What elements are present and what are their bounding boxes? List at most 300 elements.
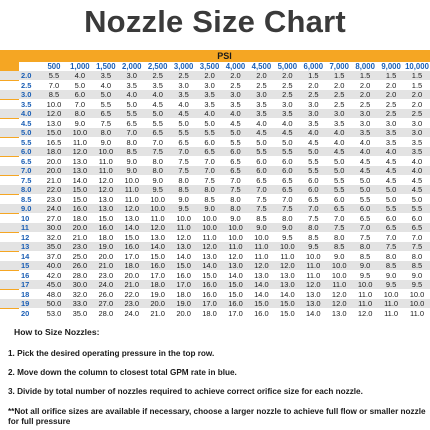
table-cell: 17.0 bbox=[176, 280, 191, 289]
table-cell: 8.0 bbox=[385, 251, 397, 261]
table-cell: 23.0 bbox=[98, 270, 114, 280]
table-cell: 8.0 bbox=[204, 185, 215, 194]
table-cell: 11.0 bbox=[410, 308, 425, 318]
table-cell: 14.0 bbox=[124, 223, 140, 232]
table-cell: 12.0 bbox=[331, 289, 347, 299]
table-cell: 8.5 bbox=[256, 213, 267, 223]
table-cell: 8.5 bbox=[204, 194, 215, 204]
table-cell: 15.0 bbox=[150, 251, 165, 261]
table-cell: 3.5 bbox=[411, 137, 423, 147]
table-cell: 11.0 bbox=[176, 223, 191, 232]
table-cell: 15.0 bbox=[176, 261, 191, 270]
table-cell: 7.5 bbox=[100, 118, 112, 128]
table-cell: 7.5 bbox=[178, 156, 189, 166]
table-cell: 8.0 bbox=[178, 175, 189, 185]
table-cell: 4.5 bbox=[230, 118, 241, 128]
table-cell: 40.0 bbox=[46, 261, 62, 270]
table-cell: 4.5 bbox=[385, 156, 397, 166]
table-cell: 10.0 bbox=[176, 213, 191, 223]
table-cell: 6.0 bbox=[308, 175, 319, 185]
table-cell: 2.5 bbox=[152, 71, 163, 80]
table-cell: 9.0 bbox=[126, 156, 137, 166]
table-cell: 9.5 bbox=[359, 270, 371, 280]
table-cell: 5.0 bbox=[100, 90, 112, 99]
table-cell: 28.0 bbox=[72, 270, 88, 280]
gpm-row-header: 9.0 bbox=[21, 204, 32, 213]
table-cell: 21.0 bbox=[150, 308, 165, 318]
table-cell: 13.0 bbox=[280, 270, 295, 280]
table-cell: 14.0 bbox=[72, 175, 88, 185]
table-cell: 3.5 bbox=[411, 147, 423, 156]
table-cell: 5.5 bbox=[282, 147, 293, 156]
table-cell: 9.0 bbox=[359, 261, 371, 270]
table-cell: 4.5 bbox=[152, 99, 163, 109]
table-cell: 11.0 bbox=[384, 308, 399, 318]
table-cell: 2.5 bbox=[178, 71, 189, 80]
table-cell: 2.5 bbox=[411, 109, 423, 118]
gpm-row-header: 5.0 bbox=[21, 128, 32, 137]
table-cell: 3.5 bbox=[256, 109, 267, 118]
gpm-row-header: 17 bbox=[21, 280, 30, 289]
table-cell: 8.0 bbox=[230, 204, 241, 213]
table-cell: 15.0 bbox=[254, 299, 269, 308]
table-cell: 27.0 bbox=[98, 299, 114, 308]
table-cell: 15.0 bbox=[228, 289, 243, 299]
table-row bbox=[0, 261, 430, 270]
table-cell: 6.0 bbox=[256, 166, 267, 175]
table-cell: 11.0 bbox=[254, 251, 269, 261]
table-cell: 10.0 bbox=[46, 99, 62, 109]
table-cell: 8.0 bbox=[411, 251, 423, 261]
gpm-row-header: 19 bbox=[21, 299, 30, 308]
table-cell: 7.5 bbox=[256, 194, 267, 204]
table-cell: 7.5 bbox=[230, 185, 241, 194]
table-cell: 1.5 bbox=[334, 71, 345, 80]
table-row bbox=[0, 100, 430, 109]
table-cell: 2.0 bbox=[282, 71, 293, 80]
table-cell: 3.5 bbox=[256, 99, 267, 109]
table-cell: 6.0 bbox=[359, 204, 371, 213]
table-row bbox=[0, 119, 430, 128]
table-cell: 15.0 bbox=[124, 232, 140, 242]
table-cell: 13.0 bbox=[254, 270, 269, 280]
table-cell: 6.5 bbox=[411, 223, 423, 232]
table-cell: 9.5 bbox=[385, 280, 397, 289]
table-cell: 7.0 bbox=[126, 128, 137, 137]
table-cell: 24.0 bbox=[46, 204, 62, 213]
table-cell: 7.0 bbox=[178, 147, 189, 156]
table-row bbox=[0, 128, 430, 137]
table-row bbox=[0, 233, 430, 242]
table-cell: 7.0 bbox=[256, 185, 267, 194]
table-cell: 9.0 bbox=[178, 194, 189, 204]
psi-column-header: 10,000 bbox=[405, 62, 429, 71]
table-cell: 14.0 bbox=[254, 280, 269, 289]
psi-column-header: 9,000 bbox=[381, 62, 401, 71]
table-cell: 7.0 bbox=[411, 232, 423, 242]
table-cell: 7.0 bbox=[152, 137, 163, 147]
table-cell: 8.5 bbox=[334, 242, 345, 251]
table-cell: 4.5 bbox=[334, 147, 345, 156]
table-cell: 3.5 bbox=[178, 90, 189, 99]
table-cell: 5.5 bbox=[334, 175, 345, 185]
table-cell: 3.5 bbox=[385, 137, 397, 147]
table-cell: 11.0 bbox=[254, 242, 269, 251]
table-cell: 8.0 bbox=[282, 213, 293, 223]
table-row bbox=[0, 81, 430, 90]
table-cell: 24.0 bbox=[124, 308, 140, 318]
table-cell: 11.0 bbox=[358, 299, 373, 308]
table-cell: 7.5 bbox=[359, 232, 371, 242]
table-cell: 4.5 bbox=[178, 109, 189, 118]
table-row bbox=[0, 71, 430, 80]
table-cell: 10.0 bbox=[72, 128, 88, 137]
gpm-row-header: 8.0 bbox=[21, 185, 32, 194]
table-cell: 7.5 bbox=[308, 213, 319, 223]
table-cell: 2.0 bbox=[204, 71, 215, 80]
table-cell: 4.0 bbox=[126, 90, 137, 99]
table-cell: 4.0 bbox=[74, 71, 86, 80]
table-cell: 13.0 bbox=[150, 232, 165, 242]
table-cell: 2.5 bbox=[282, 80, 293, 90]
gpm-row-header: 5.5 bbox=[21, 137, 32, 147]
table-cell: 3.5 bbox=[152, 80, 163, 90]
table-cell: 18.0 bbox=[98, 232, 114, 242]
table-cell: 3.0 bbox=[359, 109, 371, 118]
table-cell: 21.0 bbox=[72, 232, 88, 242]
table-cell: 18.0 bbox=[176, 289, 191, 299]
table-cell: 8.0 bbox=[152, 166, 163, 175]
table-cell: 21.0 bbox=[98, 261, 114, 270]
table-cell: 12.0 bbox=[280, 261, 295, 270]
table-cell: 9.5 bbox=[178, 204, 189, 213]
table-cell: 5.5 bbox=[126, 109, 137, 118]
table-cell: 24.0 bbox=[98, 280, 114, 289]
table-cell: 18.0 bbox=[202, 308, 217, 318]
table-cell: 20.0 bbox=[46, 166, 62, 175]
table-cell: 12.0 bbox=[176, 232, 191, 242]
table-cell: 6.0 bbox=[74, 90, 86, 99]
table-cell: 6.5 bbox=[256, 175, 267, 185]
table-cell: 14.0 bbox=[176, 251, 191, 261]
table-cell: 11.0 bbox=[384, 299, 399, 308]
table-cell: 13.0 bbox=[72, 166, 88, 175]
table-cell: 6.5 bbox=[308, 194, 319, 204]
table-cell: 2.5 bbox=[256, 80, 267, 90]
table-cell: 7.5 bbox=[334, 223, 345, 232]
table-cell: 15.0 bbox=[280, 308, 295, 318]
table-cell: 7.0 bbox=[385, 232, 397, 242]
table-cell: 4.0 bbox=[334, 137, 345, 147]
table-cell: 8.0 bbox=[334, 232, 345, 242]
table-cell: 4.0 bbox=[359, 137, 371, 147]
table-cell: 4.0 bbox=[178, 99, 189, 109]
table-cell: 15.0 bbox=[72, 185, 88, 194]
table-cell: 5.0 bbox=[385, 185, 397, 194]
table-cell: 16.0 bbox=[202, 289, 217, 299]
table-cell: 7.0 bbox=[204, 156, 215, 166]
table-cell: 5.5 bbox=[230, 137, 241, 147]
table-cell: 7.0 bbox=[204, 166, 215, 175]
table-cell: 8.0 bbox=[359, 242, 371, 251]
table-cell: 16.0 bbox=[176, 270, 191, 280]
table-cell: 3.0 bbox=[308, 99, 319, 109]
table-cell: 13.0 bbox=[305, 289, 321, 299]
table-cell: 9.0 bbox=[204, 204, 215, 213]
table-cell: 3.5 bbox=[282, 109, 293, 118]
table-row bbox=[0, 204, 430, 213]
table-cell: 7.0 bbox=[308, 204, 319, 213]
table-cell: 8.0 bbox=[100, 128, 112, 137]
psi-column-header: 4,500 bbox=[251, 62, 272, 71]
table-cell: 11.0 bbox=[72, 137, 87, 147]
table-cell: 10.0 bbox=[305, 251, 321, 261]
table-cell: 1.5 bbox=[308, 71, 319, 80]
table-cell: 19.0 bbox=[98, 242, 114, 251]
table-cell: 11.0 bbox=[150, 213, 165, 223]
table-cell: 8.0 bbox=[230, 194, 241, 204]
table-cell: 4.5 bbox=[411, 185, 423, 194]
table-cell: 26.0 bbox=[72, 261, 88, 270]
table-cell: 50.0 bbox=[46, 299, 62, 308]
table-cell: 10.0 bbox=[150, 204, 165, 213]
table-cell: 8.0 bbox=[126, 137, 137, 147]
table-cell: 14.0 bbox=[305, 308, 321, 318]
table-cell: 15.0 bbox=[280, 299, 295, 308]
table-cell: 20.0 bbox=[46, 156, 62, 166]
table-cell: 6.5 bbox=[282, 175, 293, 185]
table-cell: 9.0 bbox=[334, 251, 345, 261]
gpm-row-header: 11 bbox=[21, 223, 29, 232]
gpm-row-header: 2.5 bbox=[21, 80, 32, 90]
table-cell: 6.5 bbox=[178, 137, 189, 147]
gpm-row-header: 4.0 bbox=[21, 109, 32, 118]
gpm-row-header: 13 bbox=[21, 242, 30, 251]
table-cell: 9.0 bbox=[230, 213, 241, 223]
table-cell: 6.0 bbox=[411, 213, 423, 223]
table-cell: 11.0 bbox=[228, 242, 243, 251]
psi-column-header: 3,000 bbox=[173, 62, 194, 71]
table-cell: 35.0 bbox=[72, 308, 88, 318]
table-cell: 2.5 bbox=[334, 90, 345, 99]
table-cell: 8.5 bbox=[411, 261, 423, 270]
table-cell: 10.0 bbox=[228, 223, 243, 232]
table-cell: 5.5 bbox=[100, 99, 112, 109]
table-cell: 10.0 bbox=[331, 270, 347, 280]
table-cell: 1.5 bbox=[411, 80, 423, 90]
table-row bbox=[0, 185, 430, 194]
table-cell: 2.5 bbox=[282, 90, 293, 99]
table-cell: 45.0 bbox=[46, 280, 62, 289]
table-cell: 4.0 bbox=[256, 118, 267, 128]
table-cell: 2.0 bbox=[334, 80, 345, 90]
table-cell: 21.0 bbox=[124, 280, 140, 289]
table-row bbox=[0, 252, 430, 261]
table-cell: 9.5 bbox=[282, 232, 293, 242]
table-cell: 32.0 bbox=[72, 289, 88, 299]
table-cell: 5.5 bbox=[359, 194, 371, 204]
table-cell: 8.0 bbox=[74, 109, 86, 118]
table-cell: 13.0 bbox=[228, 261, 243, 270]
table-cell: 30.0 bbox=[46, 223, 62, 232]
psi-column-header: 500 bbox=[47, 62, 61, 71]
table-row bbox=[0, 109, 430, 118]
table-cell: 20.0 bbox=[176, 308, 191, 318]
table-cell: 13.0 bbox=[98, 194, 114, 204]
table-cell: 10.0 bbox=[254, 232, 269, 242]
table-cell: 5.0 bbox=[385, 194, 397, 204]
table-cell: 2.0 bbox=[385, 90, 397, 99]
psi-column-header: 3,500 bbox=[199, 62, 220, 71]
table-cell: 3.5 bbox=[230, 99, 241, 109]
table-cell: 9.0 bbox=[385, 270, 397, 280]
table-cell: 3.0 bbox=[204, 80, 215, 90]
table-cell: 17.0 bbox=[150, 270, 165, 280]
table-cell: 6.5 bbox=[204, 147, 215, 156]
table-cell: 30.0 bbox=[72, 280, 88, 289]
table-cell: 4.5 bbox=[359, 156, 371, 166]
table-cell: 33.0 bbox=[72, 299, 88, 308]
table-cell: 7.0 bbox=[230, 175, 241, 185]
table-cell: 2.5 bbox=[385, 109, 397, 118]
gpm-row-header: 18 bbox=[21, 289, 30, 299]
psi-column-header: 1,000 bbox=[70, 62, 90, 71]
psi-column-header: 5,000 bbox=[277, 62, 298, 71]
table-cell: 11.0 bbox=[306, 270, 321, 280]
table-cell: 22.0 bbox=[46, 185, 62, 194]
table-cell: 7.5 bbox=[385, 242, 397, 251]
table-cell: 6.0 bbox=[282, 166, 293, 175]
table-cell: 7.5 bbox=[178, 166, 189, 175]
table-cell: 16.0 bbox=[228, 299, 243, 308]
gpm-row-header: 10 bbox=[21, 213, 30, 223]
table-cell: 12.0 bbox=[254, 261, 269, 270]
table-cell: 3.0 bbox=[385, 118, 397, 128]
table-cell: 4.5 bbox=[359, 166, 371, 175]
page-title: Nozzle Size Chart bbox=[84, 4, 346, 39]
table-cell: 5.5 bbox=[256, 147, 267, 156]
table-cell: 10.0 bbox=[409, 289, 425, 299]
table-cell: 8.5 bbox=[385, 261, 397, 270]
table-cell: 42.0 bbox=[46, 270, 62, 280]
table-cell: 13.0 bbox=[202, 251, 217, 261]
table-cell: 8.5 bbox=[359, 251, 371, 261]
psi-column-header: 7,000 bbox=[329, 62, 349, 71]
table-cell: 6.5 bbox=[100, 109, 112, 118]
table-cell: 14.0 bbox=[202, 261, 217, 270]
table-cell: 16.0 bbox=[202, 280, 217, 289]
table-cell: 3.5 bbox=[100, 71, 112, 80]
table-cell: 20.0 bbox=[150, 299, 165, 308]
gpm-row-header: 16 bbox=[21, 270, 30, 280]
gpm-row-header: 20 bbox=[21, 308, 30, 318]
table-cell: 17.0 bbox=[202, 299, 217, 308]
table-cell: 5.0 bbox=[308, 147, 319, 156]
table-cell: 37.0 bbox=[46, 251, 62, 261]
table-cell: 5.0 bbox=[74, 80, 86, 90]
table-cell: 6.5 bbox=[359, 213, 371, 223]
table-cell: 9.0 bbox=[100, 137, 112, 147]
table-cell: 1.5 bbox=[385, 71, 397, 80]
table-cell: 2.5 bbox=[230, 80, 241, 90]
gpm-row-header: 8.5 bbox=[21, 194, 32, 204]
table-cell: 48.0 bbox=[46, 289, 62, 299]
table-cell: 5.0 bbox=[256, 137, 267, 147]
table-cell: 16.0 bbox=[150, 261, 165, 270]
table-cell: 12.0 bbox=[72, 147, 88, 156]
table-cell: 1.5 bbox=[359, 71, 371, 80]
nozzle-table bbox=[0, 71, 430, 318]
table-cell: 5.0 bbox=[359, 185, 371, 194]
table-cell: 6.5 bbox=[152, 128, 163, 137]
table-cell: 4.5 bbox=[282, 128, 293, 137]
table-cell: 4.5 bbox=[256, 128, 267, 137]
table-cell: 16.5 bbox=[46, 137, 62, 147]
table-cell: 18.0 bbox=[46, 147, 62, 156]
table-cell: 7.5 bbox=[411, 242, 423, 251]
table-cell: 13.0 bbox=[305, 299, 321, 308]
table-row bbox=[0, 166, 430, 175]
table-cell: 4.0 bbox=[152, 90, 163, 99]
table-cell: 5.0 bbox=[178, 118, 189, 128]
table-cell: 4.0 bbox=[100, 80, 112, 90]
table-cell: 16.0 bbox=[72, 204, 88, 213]
table-cell: 23.0 bbox=[72, 242, 88, 251]
table-cell: 3.0 bbox=[126, 71, 137, 80]
table-cell: 35.0 bbox=[46, 242, 62, 251]
table-cell: 11.0 bbox=[202, 232, 217, 242]
psi-column-header: 2,500 bbox=[147, 62, 168, 71]
psi-column-header: 4,000 bbox=[225, 62, 246, 71]
instruction-step-3: 3. Divide by total number of nozzles required to achieve correct orifice size for each nozzle. bbox=[8, 387, 363, 396]
table-row bbox=[0, 299, 430, 308]
table-cell: 4.0 bbox=[411, 156, 423, 166]
table-cell: 10.0 bbox=[150, 194, 165, 204]
psi-column-header: 1,500 bbox=[96, 62, 116, 71]
table-cell: 7.0 bbox=[74, 99, 86, 109]
table-cell: 10.0 bbox=[228, 232, 243, 242]
table-cell: 3.0 bbox=[282, 99, 293, 109]
table-cell: 18.0 bbox=[72, 213, 88, 223]
table-cell: 5.0 bbox=[152, 109, 163, 118]
table-cell: 3.0 bbox=[230, 90, 241, 99]
table-cell: 4.0 bbox=[334, 128, 345, 137]
table-cell: 11.0 bbox=[124, 185, 139, 194]
table-cell: 2.0 bbox=[230, 71, 241, 80]
table-cell: 6.0 bbox=[204, 137, 215, 147]
table-cell: 5.0 bbox=[282, 137, 293, 147]
table-cell: 7.5 bbox=[256, 204, 267, 213]
table-cell: 8.5 bbox=[126, 147, 137, 156]
table-cell: 5.0 bbox=[334, 156, 345, 166]
table-cell: 11.0 bbox=[280, 251, 295, 261]
table-cell: 1.5 bbox=[411, 71, 423, 80]
table-cell: 9.5 bbox=[152, 185, 163, 194]
table-cell: 11.0 bbox=[358, 289, 373, 299]
table-cell: 16.0 bbox=[124, 242, 140, 251]
table-cell: 12.0 bbox=[228, 251, 243, 261]
table-cell: 5.5 bbox=[204, 128, 215, 137]
table-cell: 7.0 bbox=[282, 194, 293, 204]
table-cell: 9.0 bbox=[126, 166, 137, 175]
table-cell: 23.0 bbox=[46, 194, 62, 204]
instructions-heading: How to Size Nozzles: bbox=[14, 327, 100, 337]
table-cell: 5.5 bbox=[411, 204, 423, 213]
table-cell: 6.5 bbox=[385, 223, 397, 232]
table-cell: 4.5 bbox=[385, 166, 397, 175]
table-cell: 5.0 bbox=[359, 175, 371, 185]
psi-column-header: 2,000 bbox=[122, 62, 142, 71]
